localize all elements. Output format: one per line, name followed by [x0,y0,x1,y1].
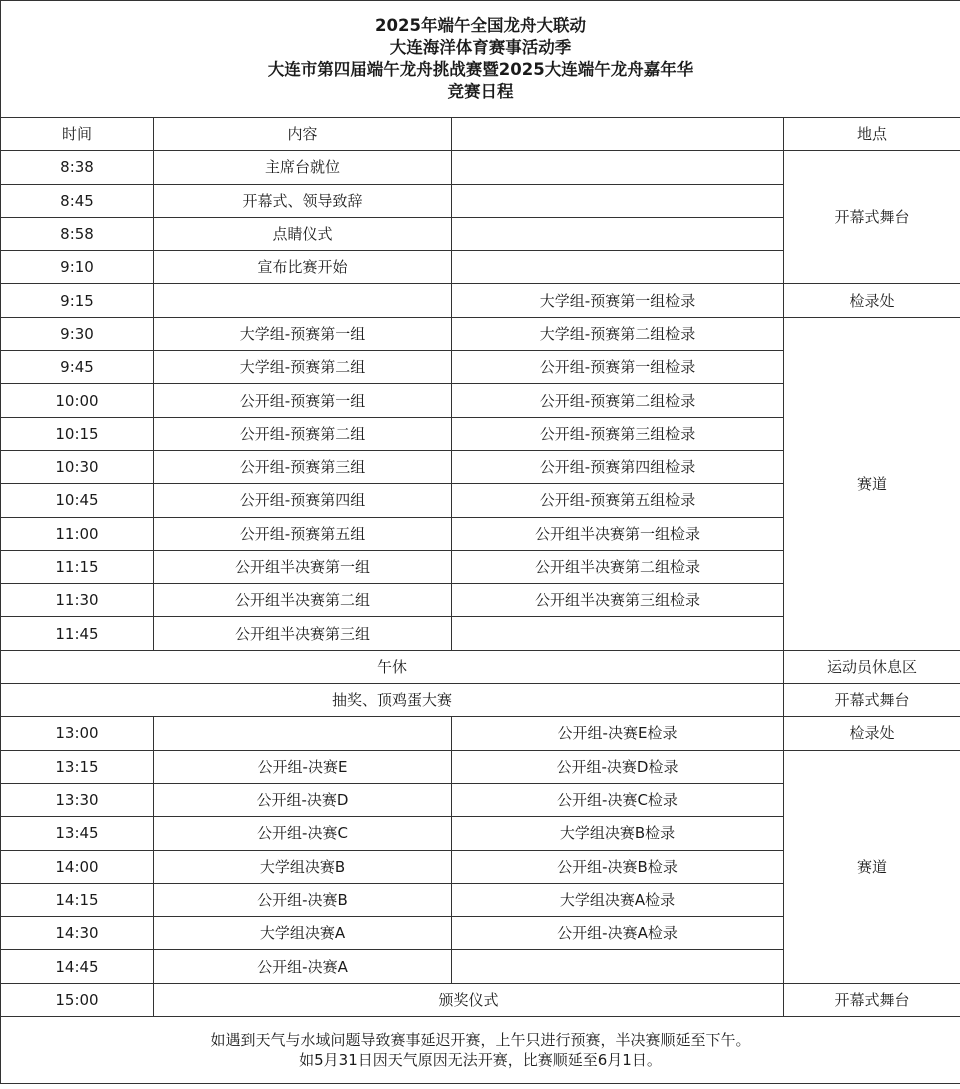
merged-activity-cell: 午休 [1,650,784,683]
content-cell [154,284,452,317]
merged-activity-cell: 抽奖、顶鸡蛋大赛 [1,684,784,717]
time-cell: 11:45 [1,617,154,650]
location-cell: 运动员休息区 [784,650,960,683]
content-cell: 公开组-预赛第五组 [154,517,452,550]
checkin-cell: 公开组-决赛A检录 [452,917,784,950]
content-cell: 公开组-决赛A [154,950,452,983]
checkin-cell [452,251,784,284]
location-cell: 赛道 [784,317,960,650]
time-cell: 10:15 [1,417,154,450]
checkin-cell: 大学组-预赛第一组检录 [452,284,784,317]
content-cell: 公开组-决赛B [154,883,452,916]
content-cell [154,717,452,750]
content-cell: 点睛仪式 [154,217,452,250]
location-cell: 赛道 [784,750,960,983]
time-cell: 10:30 [1,450,154,483]
checkin-cell [452,950,784,983]
title-line-2: 大连海洋体育赛事活动季 [389,38,572,57]
checkin-cell: 公开组半决赛第三组检录 [452,584,784,617]
table-row [1,684,960,717]
table-row [1,151,960,184]
schedule-body [1,1,960,1017]
checkin-cell [452,217,784,250]
title-line-1: 2025年端午全国龙舟大联动 [375,16,586,35]
time-cell: 8:58 [1,217,154,250]
content-cell: 大学组-预赛第二组 [154,351,452,384]
time-cell: 8:38 [1,151,154,184]
checkin-cell: 大学组决赛A检录 [452,883,784,916]
time-cell: 11:30 [1,584,154,617]
checkin-cell: 公开组半决赛第一组检录 [452,517,784,550]
content-cell: 公开组-预赛第四组 [154,484,452,517]
title-line-3: 大连市第四届端午龙舟挑战赛暨2025大连端午龙舟嘉年华 [267,60,694,79]
content-cell: 公开组半决赛第三组 [154,617,452,650]
time-cell: 14:15 [1,883,154,916]
footer-row [1,1017,960,1084]
content-cell: 公开组半决赛第一组 [154,550,452,583]
header-checkin [452,118,784,151]
table-row [1,983,960,1016]
checkin-cell [452,151,784,184]
time-cell: 9:10 [1,251,154,284]
merged-content-cell: 颁奖仪式 [154,983,784,1016]
checkin-cell: 大学组-预赛第二组检录 [452,317,784,350]
time-cell: 13:45 [1,817,154,850]
content-cell: 主席台就位 [154,151,452,184]
content-cell: 宣布比赛开始 [154,251,452,284]
checkin-cell: 公开组-决赛C检录 [452,783,784,816]
content-cell: 开幕式、领导致辞 [154,184,452,217]
content-cell: 公开组-预赛第一组 [154,384,452,417]
header-time: 时间 [1,118,154,151]
time-cell: 11:15 [1,550,154,583]
time-cell: 9:30 [1,317,154,350]
checkin-cell: 公开组-预赛第五组检录 [452,484,784,517]
checkin-cell: 公开组-预赛第二组检录 [452,384,784,417]
checkin-cell [452,617,784,650]
title-row [1,1,960,118]
checkin-cell: 公开组-决赛B检录 [452,850,784,883]
table-row [1,317,960,350]
checkin-cell: 公开组-预赛第四组检录 [452,450,784,483]
time-cell: 14:45 [1,950,154,983]
note-line-1: 如遇到天气与水域问题导致赛事延迟开赛，上午只进行预赛，半决赛顺延至下午。 [210,1031,751,1050]
checkin-cell: 公开组半决赛第二组检录 [452,550,784,583]
time-cell: 13:15 [1,750,154,783]
header-content: 内容 [154,118,452,151]
time-cell: 13:00 [1,717,154,750]
content-cell: 公开组-预赛第二组 [154,417,452,450]
checkin-cell: 公开组-预赛第三组检录 [452,417,784,450]
title-line-4: 竞赛日程 [447,82,514,101]
table-row [1,284,960,317]
time-cell: 10:45 [1,484,154,517]
time-cell: 11:00 [1,517,154,550]
location-cell: 开幕式舞台 [784,151,960,284]
content-cell: 公开组半决赛第二组 [154,584,452,617]
time-cell: 14:00 [1,850,154,883]
table-row [1,750,960,783]
location-cell: 开幕式舞台 [784,983,960,1016]
location-cell: 开幕式舞台 [784,684,960,717]
time-cell: 9:15 [1,284,154,317]
schedule-title [1,1,960,118]
header-location: 地点 [784,118,960,151]
content-cell: 公开组-决赛D [154,783,452,816]
content-cell: 大学组-预赛第一组 [154,317,452,350]
footer-notes [1,1017,960,1084]
time-cell: 9:45 [1,351,154,384]
checkin-cell: 大学组决赛B检录 [452,817,784,850]
time-cell: 15:00 [1,983,154,1016]
content-cell: 大学组决赛A [154,917,452,950]
table-row [1,650,960,683]
location-cell: 检录处 [784,717,960,750]
table-row [1,717,960,750]
content-cell: 公开组-预赛第三组 [154,450,452,483]
time-cell: 10:00 [1,384,154,417]
header-row [1,118,960,151]
location-cell: 检录处 [784,284,960,317]
note-line-2: 如5月31日因天气原因无法开赛，比赛顺延至6月1日。 [299,1051,662,1070]
checkin-cell: 公开组-决赛D检录 [452,750,784,783]
checkin-cell [452,184,784,217]
content-cell: 公开组-决赛C [154,817,452,850]
checkin-cell: 公开组-决赛E检录 [452,717,784,750]
time-cell: 13:30 [1,783,154,816]
content-cell: 大学组决赛B [154,850,452,883]
time-cell: 14:30 [1,917,154,950]
checkin-cell: 公开组-预赛第一组检录 [452,351,784,384]
time-cell: 8:45 [1,184,154,217]
content-cell: 公开组-决赛E [154,750,452,783]
